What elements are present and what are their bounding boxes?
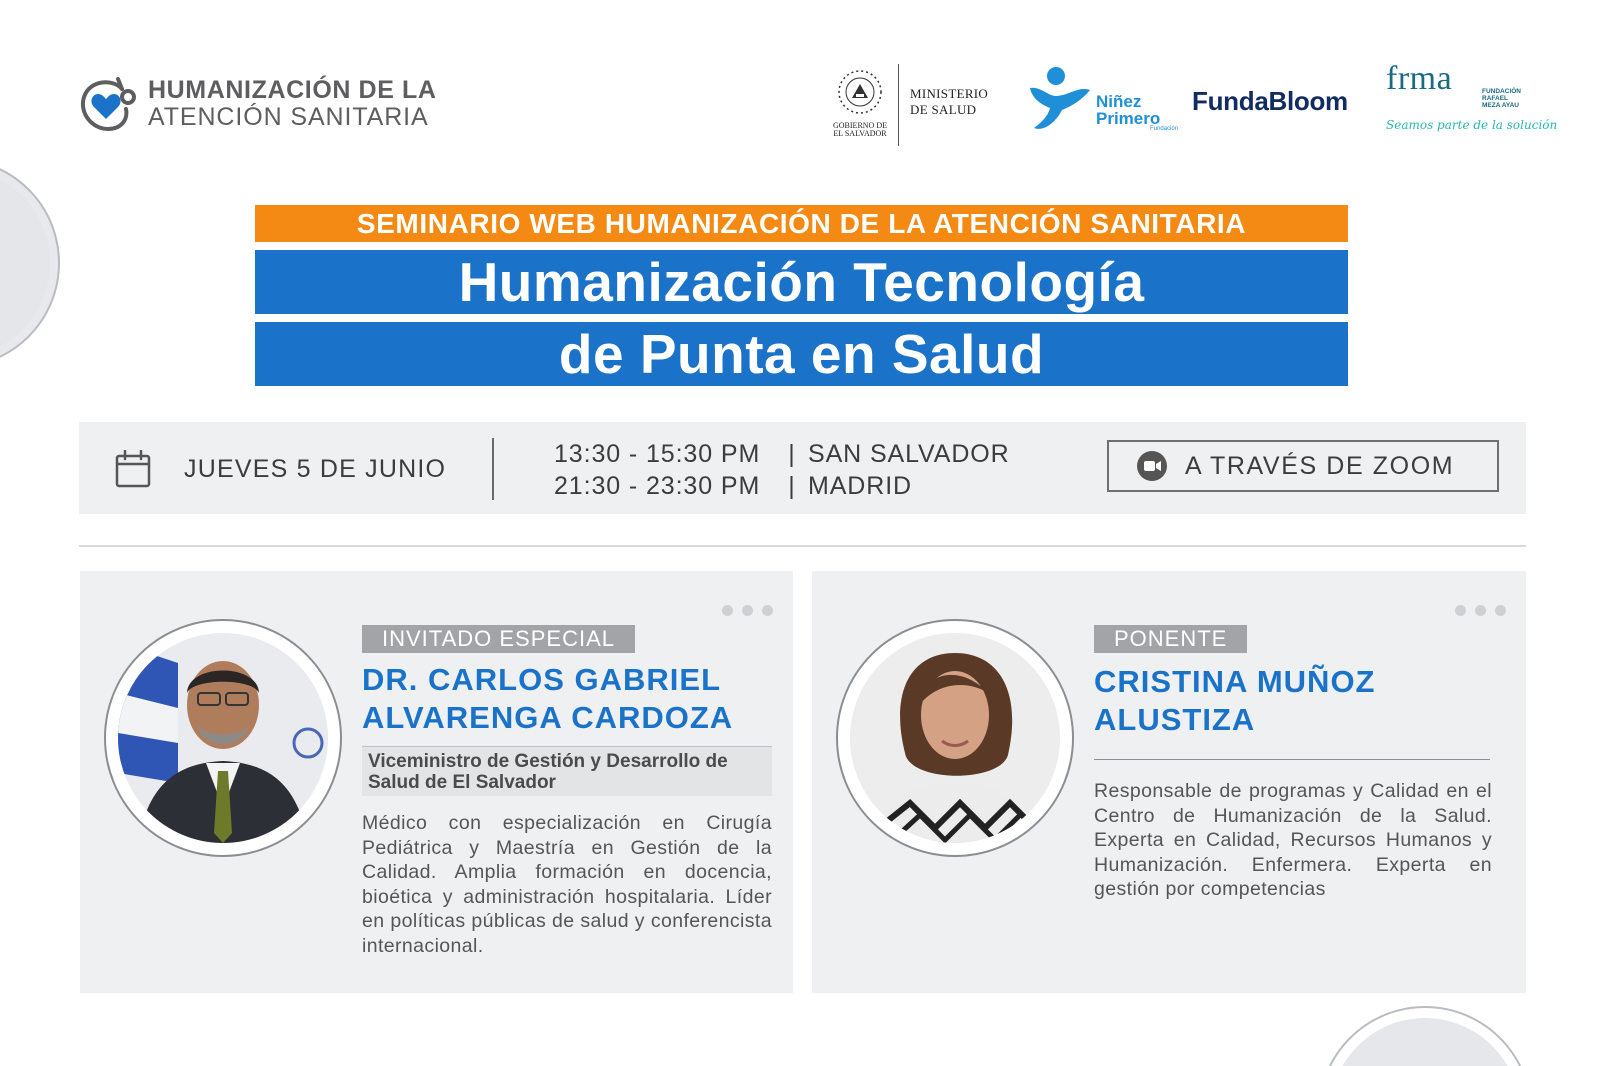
speaker-name-line-1: DR. CARLOS GABRIEL	[362, 662, 721, 697]
brand-line-1: HUMANIZACIÓN DE LA	[148, 76, 437, 104]
speaker-photo-frame	[836, 619, 1074, 857]
speaker-divider	[1094, 759, 1490, 760]
frma-slogan: Seamos parte de la solución	[1386, 118, 1558, 132]
ninez-word-2: Primero	[1096, 109, 1161, 128]
event-date: JUEVES 5 DE JUNIO	[184, 455, 447, 483]
gov-caption-line-2: EL SALVADOR	[833, 129, 887, 138]
speaker-bio: Médico con especialización en Cirugía Pediátrica y Maestría en Gestión de la Calidad. Amplia formación en docencia, bioética y administración hospitalaria. Líder en políticas públicas de salud y conferencista internacional.	[362, 812, 772, 957]
fundabloom-logo: FundaBloom	[1192, 86, 1348, 116]
seminar-title-line-2: de Punta en Salud	[255, 322, 1348, 386]
city-madrid: MADRID	[808, 472, 913, 500]
seminar-title-line-1: Humanización Tecnología	[255, 250, 1348, 314]
frma-sub-line-2: RAFAEL	[1482, 95, 1508, 102]
event-info-strip	[79, 422, 1526, 514]
gobierno-el-salvador-logo	[826, 64, 1001, 146]
time-san-salvador: 13:30 - 15:30 PM	[554, 440, 761, 468]
zoom-platform-box	[1107, 440, 1499, 492]
event-times	[554, 438, 1010, 502]
ninez-word-1: Niñez	[1096, 92, 1142, 111]
partner-logos	[826, 60, 1558, 146]
more-dots-icon	[1455, 605, 1506, 616]
speaker-bio: Responsable de programas y Calidad en el Centro de Humanización de la Salud. Experta en Calidad, Recursos Humanos y Humanización. Enfermera. Experta en gestión por competencias	[1094, 780, 1492, 900]
speaker-role-badge: PONENTE	[1094, 625, 1247, 653]
video-camera-icon	[1137, 451, 1167, 481]
frma-logo	[1386, 60, 1558, 146]
speaker-photo	[118, 633, 328, 843]
speaker-photo	[850, 633, 1060, 843]
gov-caption-line-1: GOBIERNO DE	[833, 121, 887, 130]
ninez-primero-mark-icon	[1026, 66, 1094, 136]
decorative-circle-bottom-right	[1318, 1006, 1532, 1066]
speaker-name-line-2: ALUSTIZA	[1094, 702, 1256, 737]
city-san-salvador: SAN SALVADOR	[808, 440, 1010, 468]
ninez-primero-logo	[1026, 66, 1179, 142]
logo-divider	[898, 64, 899, 146]
speaker-name-line-1: CRISTINA MUÑOZ	[1094, 664, 1376, 699]
speaker-name	[362, 661, 733, 737]
brand-line-2: ATENCIÓN SANITARIA	[148, 103, 429, 131]
speaker-name-line-2: ALVARENGA CARDOZA	[362, 700, 734, 735]
speaker-role-badge: INVITADO ESPECIAL	[362, 625, 635, 653]
speaker-name	[1094, 663, 1376, 739]
seminar-kicker: SEMINARIO WEB HUMANIZACIÓN DE LA ATENCIÓN SANITARIA	[255, 205, 1348, 242]
national-seal-icon	[836, 68, 884, 116]
more-dots-icon	[722, 605, 773, 616]
speaker-position-line-2: Salud de El Salvador	[368, 772, 556, 793]
stethoscope-heart-icon	[78, 75, 136, 133]
speaker-position-line-1: Viceministro de Gestión y Desarrollo de	[368, 751, 728, 772]
time-separator: |	[788, 440, 796, 468]
ministry-line-2: DE SALUD	[910, 102, 977, 117]
decorative-circle-left	[0, 158, 60, 368]
calendar-icon	[115, 450, 151, 488]
speaker-card-guest	[80, 571, 793, 993]
frma-wordmark: frma	[1386, 60, 1453, 97]
frma-sub-line-3: MEZA AYAU	[1482, 102, 1519, 109]
zoom-label: A TRAVÉS DE ZOOM	[1185, 451, 1455, 480]
speaker-card-presenter	[812, 571, 1526, 993]
section-divider	[79, 545, 1526, 547]
time-separator: |	[788, 472, 796, 500]
speaker-position	[362, 746, 772, 796]
brand-logo	[78, 74, 437, 134]
frma-sub-line-1: FUNDACIÓN	[1482, 88, 1521, 95]
speaker-photo-frame	[104, 619, 342, 857]
ninez-fundacion-label: Fundación	[1150, 126, 1179, 132]
info-divider	[492, 438, 494, 500]
time-madrid: 21:30 - 23:30 PM	[554, 472, 761, 500]
ministry-line-1: MINISTERIO	[910, 86, 989, 101]
